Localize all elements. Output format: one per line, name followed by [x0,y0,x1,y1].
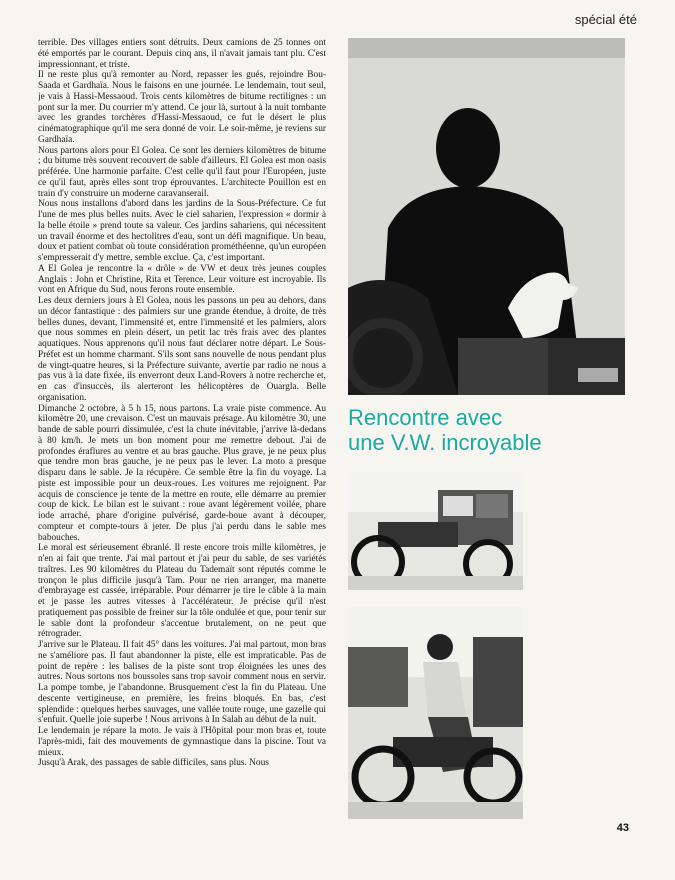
article-paragraph: Il ne reste plus qu'à remonter au Nord, repasser les gués, rejoindre Bou-Saada et Gardhaïa. Nous le faisons en une journée. Le lendemain, tout seul, je vais à Hassi-Messaoud. Trois cents kilomètres de bitume rectilignes : un pont sur la mer. Du courrier m'y attend. Ce jour là, surtout à la nuit tombante avec les grandes torchères d'Hassi-Messaoud, ce fut le désert le plus cinématographique qu'il me sera donné de voir. Le soir-même, je reviens sur Gardhaïa. [38,70,326,145]
article-headline [348,405,638,455]
article-paragraph: Les deux derniers jours à El Golea, nous les passons un peu au dehors, dans un décor fantastique : des palmiers sur une grande étendue, à droite, de très belles dunes, devant, l'immensité et, entre l'immensité et les palmiers, alors que nous sommes en plein désert, un petit lac très frais avec des plantes aquatiques. Nous apprenons qu'il nous faut déclarer notre départ. Le Sous-Préfet est un homme charmant. S'ils sont sans nouvelle de nous pendant plus de vingt-quatre heures, si la Préfecture suivante, avertie par radio ne nous a pas vus à la date fixée, ils enverront deux Land-Rovers à notre recherche et, en cas d'insuccès, ils alerteront les hélicoptères de Ouargla. Belle organisation. [38,296,326,403]
article-paragraph: A El Golea je rencontre la « drôle » de VW et deux très jeunes couples Anglais : John et Christine, Rita et Terence. Leur voiture est incroyable. Ils vont en Afrique du Sud, nous ferons route ensemble. [38,263,326,296]
article-paragraph: Nous nous installons d'abord dans les jardins de la Sous-Préfecture. Ce fut l'une de mes plus belles nuits. Avec le ciel saharien, l'expression « dormir à la belle étoile » prend toute sa valeur. Ces jardins sahariens, qui nécessitent un travail énorme et des hectolitres d'eau, sont un défi magnifique. Un beau, doux et patient combat où toute considération prométhéenne, qu'un européen s'empresserait d'y mettre, semble exclue. Ça, c'est important. [38,199,326,263]
photo-loaded-motorcycle [348,472,523,590]
article-paragraph: Dimanche 2 octobre, à 5 h 15, nous partons. La vraie piste commence. Au kilomètre 20, une crevaison. C'est un mauvais présage. Au kilomètre 30, une bande de sable pourri dissimulée, c'est la chute inévitable, j'arrive là-dedans à 80 km/h. Je mets un bon moment pour me remettre debout. J'ai de profondes éraflures au ventre et au bras gauche. Plus grave, je ne peux plus que tendre mon bras gauche, je ne peux pas le lever. La moto a presque disparu dans le sable. Je la récupère. Ce semble être la fin du voyage. La piste est impossible pour un deux-roues. Les voitures me rejoignent. Par acquis de conscience je tente de la mettre en route, elle démarre au premier coup de kick. Le bilan est le suivant : roue avant légèrement voilée, phare iode arraché, phare d'origine pulvérisé, garde-boue avant à découper, compteur et compte-tours à jeter. De plus j'ai perdu dans le sable mes babouches. [38,403,326,543]
article-paragraph: Le lendemain je répare la moto. Je vais à l'Hôpital pour mon bras et, toute l'après-midi, fait des mouvements de gymnastique dans la piscine. Tout va mieux. [38,726,326,758]
photo-rider-on-motorcycle [348,607,523,819]
page-number: 43 [616,822,629,834]
photo-man-with-goat [348,38,625,395]
section-tag: spécial été [574,12,637,27]
article-paragraph: J'arrive sur le Plateau. Il fait 45° dans les voitures. J'ai mal partout, mon bras ne s'améliore pas. Il faut abandonner la piste, elle est impraticable. Pas de point de repère : les balises de la piste sont trop éloignées les unes des autres. Nous sortons nos boussoles sans trop savoir comment nous en servir. La pompe tombe, je l'abandonne. Brusquement c'est la fin du Plateau. Une descente vertigineuse, en première, les freins bloqués. En bas, c'est splendide : quelques herbes sauvages, une vallée toute rouge, une gazelle qui s'enfuit. Quelle joie superbe ! Nous arrivons à In Salah au début de la nuit. [38,640,326,726]
article-paragraph: Jusqu'à Arak, des passages de sable difficiles, sans plus. Nous [38,758,269,769]
headline-line-2: une V.W. incroyable [348,430,542,455]
headline-line-1: Rencontre avec [348,405,503,430]
article-text-column [38,38,326,824]
article-paragraph: Nous partons alors pour El Golea. Ce sont les derniers kilomètres de bitume ; du bitume très souvent recouvert de sable d'ailleurs. El Golea est mon oasis préférée. Une harmonie parfaite. C'est celle qu'il faut pour l'Européen, juste ce qu'il faut, après elles sont trop éprouvantes. L'architecte Pouillon est en train d'y construire un moderne caravanserail. [38,145,326,199]
article-paragraph: Le moral est sérieusement ébranlé. Il reste encore trois mille kilomètres, je n'en ai fait que trente. J'ai mal partout et j'ai peur du sable, de ses variétés traîtres. Les 90 kilomètres du Plateau du Tademaït sont réputés comme le tronçon le plus difficile jusqu'à Tam. Pour ne rien arranger, ma manette d'embrayage est cassée, irréparable. Pour démarrer je tire le câble à la main et je passe les autres vitesses à l'accélérateur. Je précise qu'il n'est pratiquement pas possible de freiner sur la tôle ondulée et que, pour tenir sur le sable dont la profondeur s'accentue brutalement, on ne peut que rétrograder. [38,543,326,640]
article-paragraph: terrible. Des villages entiers sont détruits. Deux camions de 25 tonnes ont été emportés par le courant. Depuis cinq ans, il n'avait jamais tant plu. C'est impressionnant, et triste. [38,38,326,70]
